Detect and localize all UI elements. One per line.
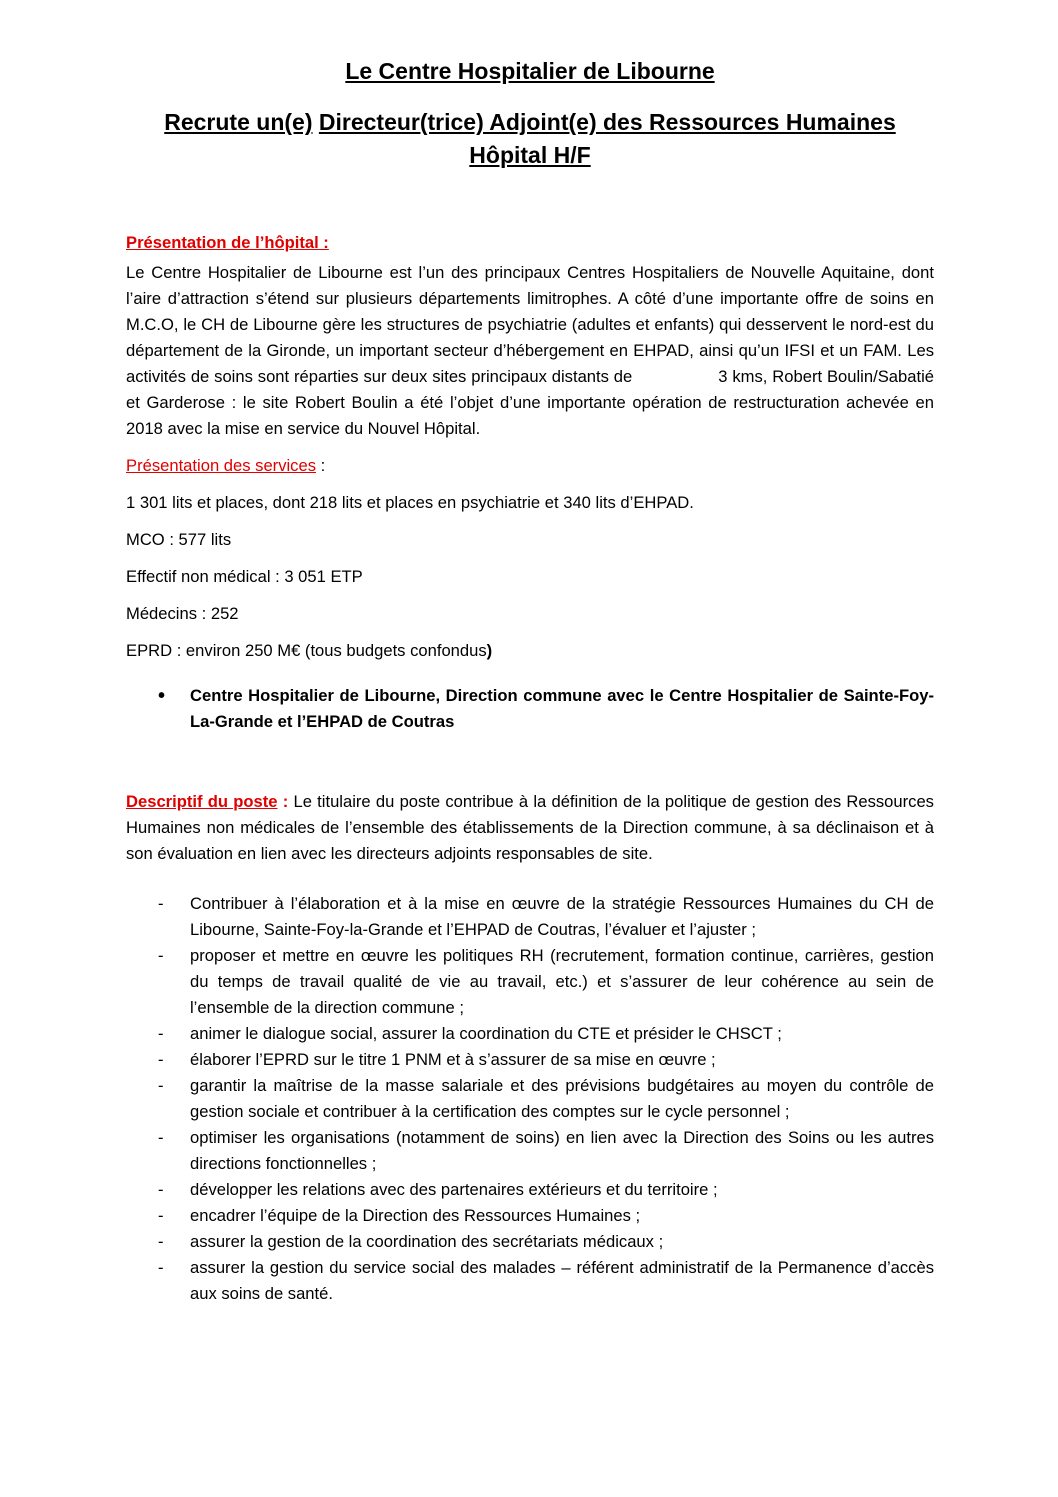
section-descriptif-poste [126,789,934,1307]
list-item-text: assurer la gestion de la coordination des secrétariats médicaux ; [190,1232,664,1251]
stat-eprd-text: EPRD : environ 250 M€ (tous budgets confondus [126,641,487,660]
heading-presentation-services: Présentation des services [126,456,317,475]
bullet-direction-commune-text: Centre Hospitalier de Libourne, Direction commune avec le Centre Hospitalier de Sainte-Foy-La-Grande et l’EHPAD de Coutras [190,686,934,731]
heading-descriptif-poste: Descriptif du poste [126,792,278,811]
dash-icon: - [158,1232,164,1251]
list-item-text: développer les relations avec des partenaires extérieurs et du territoire ; [190,1180,718,1199]
dash-icon: - [158,1024,164,1043]
dash-icon: - [158,946,164,965]
list-item-text: Contribuer à l’élaboration et à la mise en œuvre de la stratégie Ressources Humaines du CH de Libourne, Sainte-Foy-la-Grande et l’EHPAD de Coutras, l’évaluer et l’ajuster ; [190,894,934,939]
paragraph-presentation-hopital [126,260,934,442]
paragraph-descriptif-intro [126,789,934,867]
stat-eprd [126,638,934,664]
list-item-text: garantir la maîtrise de la masse salariale et des prévisions budgétaires au moyen du contrôle de gestion sociale et contribuer à la certification des comptes sur le cycle personnel ; [190,1076,934,1121]
dash-icon: - [158,1076,164,1095]
title-job-position: Directeur(trice) Adjoint(e) des Ressources Humaines [318,109,896,135]
stat-medecins: Médecins : 252 [126,604,239,623]
bullet-icon: • [158,685,166,707]
dash-icon: - [158,1180,164,1199]
stat-eprd-close: ) [486,641,493,660]
title-hospital: Le Centre Hospitalier de Libourne [345,58,715,84]
list-item [126,1073,934,1125]
section-presentation-hopital [126,230,934,442]
list-item-text: animer le dialogue social, assurer la coordination du CTE et présider le CHSCT ; [190,1024,782,1043]
list-item-text: proposer et mettre en œuvre les politiques RH (recrutement, formation continue, carrières, gestion du temps de travail qualité de vie au travail, etc.) et s’assurer de leur cohérence au sein de l’ensemble de la direction commune ; [190,946,934,1017]
list-item [126,1021,934,1047]
missions-list [126,891,934,1307]
title-recruit-prefix: Recrute un(e) [164,109,313,135]
heading-services-line [126,453,934,479]
list-item [126,1229,934,1255]
stat-lits-places: 1 301 lits et places, dont 218 lits et places en psychiatrie et 340 lits d’EHPAD. [126,493,694,512]
list-item [126,943,934,1021]
heading-presentation-hopital: Présentation de l’hôpital : [126,233,329,252]
section-presentation-services [126,453,934,735]
list-item [126,1203,934,1229]
dash-icon: - [158,1258,164,1277]
list-item [126,891,934,943]
list-item [126,1177,934,1203]
bullet-direction-commune [126,683,934,735]
list-item-text: optimiser les organisations (notamment de soins) en lien avec la Direction des Soins ou les autres directions fonctionnelles ; [190,1128,934,1173]
hopital-text-part2: 3 kms, Robert Boulin/Sabatié et Garderose : le site Robert Boulin a été l’objet d’une importante opération de restructuration achevée en 2018 avec la mise en service du Nouvel Hôpital. [126,367,934,438]
list-item [126,1047,934,1073]
list-item-text: assurer la gestion du service social des malades – référent administratif de la Permanence d’accès aux soins de santé. [190,1258,934,1303]
list-item [126,1255,934,1307]
hopital-text-part1: Le Centre Hospitalier de Libourne est l’un des principaux Centres Hospitaliers de Nouvelle Aquitaine, dont l’aire d’attraction s’étend sur plusieurs départements limitrophes. A côté d’une importante offre de soins en M.C.O, le CH de Libourne gère les structures de psychiatrie (adultes et enfants) qui desservent le nord-est du département de la Gironde, un important secteur d’hébergement en EHPAD, ainsi qu’un IFSI et un FAM. Les activités de soins sont réparties sur deux sites principaux distants de [126,263,934,386]
document-page [126,50,934,1307]
descriptif-intro-text: Le titulaire du poste contribue à la définition de la politique de gestion des Ressources Humaines non médicales de l’ensemble des établissements de la Direction commune, à sa déclinaison et à son évaluation en lien avec les directeurs adjoints responsables de site. [126,792,934,863]
list-item-text: encadrer l’équipe de la Direction des Ressources Humaines ; [190,1206,641,1225]
title-hopital-hf: Hôpital H/F [469,142,591,168]
dash-icon: - [158,1050,164,1069]
dash-icon: - [158,1206,164,1225]
dash-icon: - [158,894,164,913]
stat-effectif: Effectif non médical : 3 051 ETP [126,567,363,586]
title-recruit [126,105,934,139]
list-item [126,1125,934,1177]
stat-mco: MCO : 577 lits [126,530,232,549]
heading-descriptif-colon: : [277,792,289,811]
list-item-text: élaborer l’EPRD sur le titre 1 PNM et à s’assurer de sa mise en œuvre ; [190,1050,716,1069]
heading-services-colon: : [316,456,326,475]
dash-icon: - [158,1128,164,1147]
